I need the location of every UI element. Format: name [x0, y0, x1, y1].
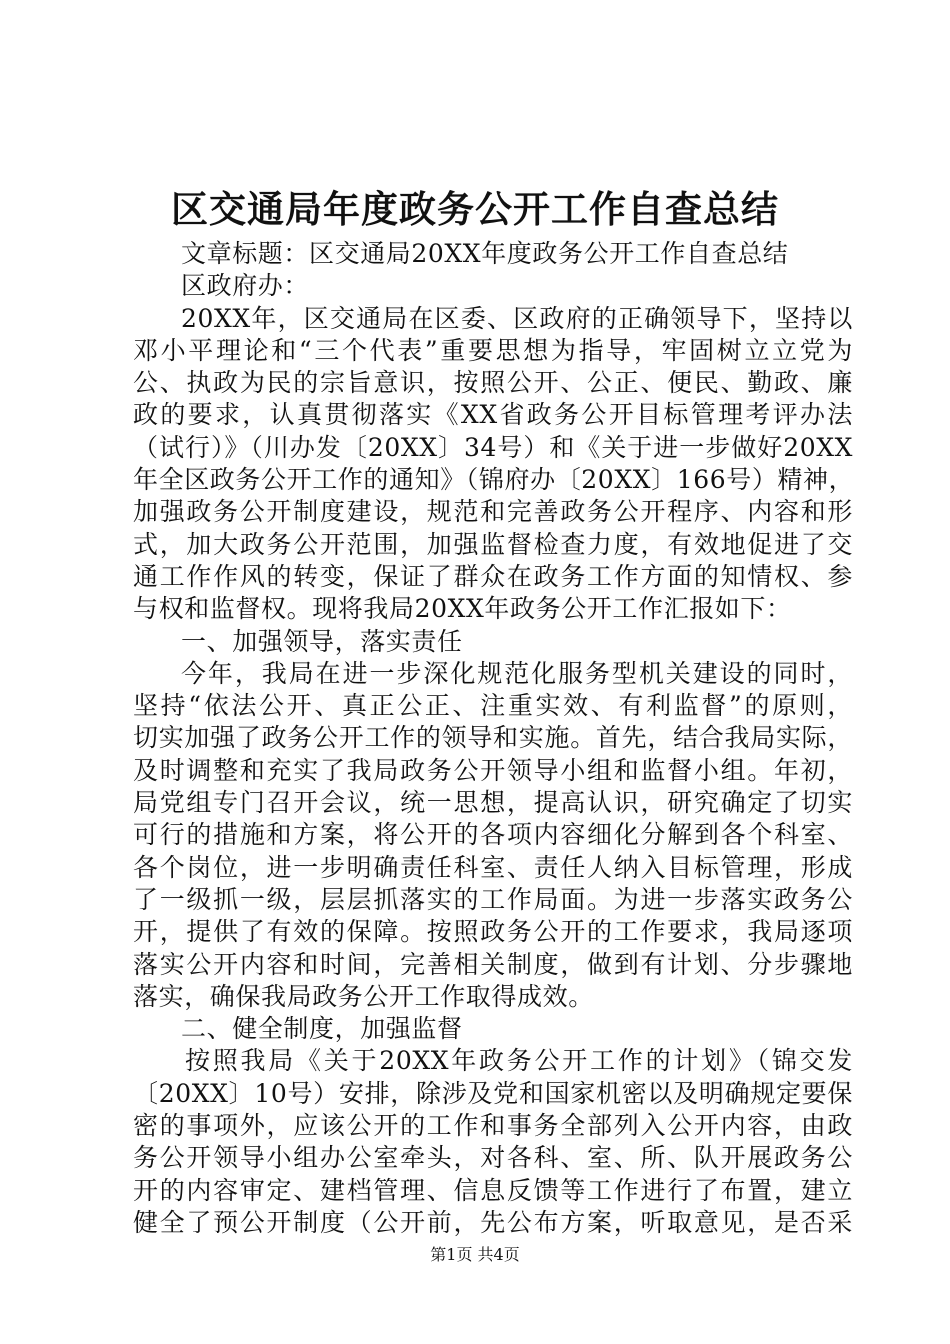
text-line: （试行）》（川办发〔20XX〕34号）和《关于进一步做好20XX	[133, 432, 853, 462]
text-line: 及时调整和充实了我局政务公开领导小组和监督小组。年初，	[133, 755, 853, 785]
text-line: 局党组专门召开会议，统一思想，提高认识，研究确定了切实	[133, 788, 853, 818]
text-line: 坚持“依法公开、真正公正、注重实效、有利监督”的原则，	[133, 691, 853, 721]
text-line: 公、执政为民的宗旨意识，按照公开、公正、便民、勤政、廉	[133, 368, 853, 398]
page-footer: 第1页 共4页	[430, 1245, 520, 1264]
text-line: 文章标题：区交通局20XX年度政务公开工作自查总结	[181, 239, 789, 268]
text-line: 与权和监督权。现将我局20XX年政务公开工作汇报如下：	[133, 594, 792, 624]
text-line: 年全区政务公开工作的通知》（锦府办〔20XX〕166号）精神，	[133, 465, 855, 495]
text-line: 〔20XX〕10号）安排，除涉及党和国家机密以及明确规定要保	[133, 1078, 853, 1108]
text-line: 二、健全制度，加强监督	[181, 1014, 463, 1044]
text-line: 开，提供了有效的保障。按照政务公开的工作要求，我局逐项	[133, 917, 853, 947]
text-line: 健全了预公开制度（公开前，先公布方案，听取意见，是否采	[133, 1207, 853, 1237]
text-line: 通工作作风的转变，保证了群众在政务工作方面的知情权、参	[133, 561, 853, 591]
text-line: 落实公开内容和时间，完善相关制度，做到有计划、分步骤地	[133, 949, 853, 979]
text-line: 密的事项外，应该公开的工作和事务全部列入公开内容，由政	[133, 1111, 853, 1141]
text-line: 按照我局《关于20XX年政务公开工作的计划》（锦交发	[185, 1046, 853, 1076]
text-line: 开的内容审定、建档管理、信息反馈等工作进行了布置，建立	[133, 1175, 853, 1205]
text-line: 邓小平理论和“三个代表”重要思想为指导，牢固树立立党为	[133, 335, 853, 365]
text-line: 式，加大政务公开范围，加强监督检查力度，有效地促进了交	[133, 529, 853, 559]
text-line: 20XX年，区交通局在区委、区政府的正确领导下，坚持以	[181, 303, 853, 333]
document-title: 区交通局年度政务公开工作自查总结	[171, 187, 779, 231]
text-line: 一、加强领导，落实责任	[181, 626, 463, 656]
text-line: 务公开领导小组办公室牵头，对各科、室、所、队开展政务公	[133, 1143, 853, 1173]
document-body	[133, 238, 853, 1239]
text-line: 政的要求，认真贯彻落实《XX省政务公开目标管理考评办法	[133, 400, 853, 430]
text-line: 可行的措施和方案，将公开的各项内容细化分解到各个科室、	[133, 820, 853, 850]
text-line: 落实，确保我局政务公开工作取得成效。	[133, 981, 594, 1011]
text-line: 切实加强了政务公开工作的领导和实施。首先，结合我局实际，	[133, 723, 853, 753]
text-line: 各个岗位，进一步明确责任科室、责任人纳入目标管理，形成	[133, 852, 853, 882]
text-line: 今年，我局在进一步深化规范化服务型机关建设的同时，	[181, 658, 853, 688]
text-line: 区政府办：	[181, 271, 310, 301]
text-line: 了一级抓一级，层层抓落实的工作局面。为进一步落实政务公	[133, 884, 853, 914]
text-line: 加强政务公开制度建设，规范和完善政务公开程序、内容和形	[133, 497, 853, 527]
